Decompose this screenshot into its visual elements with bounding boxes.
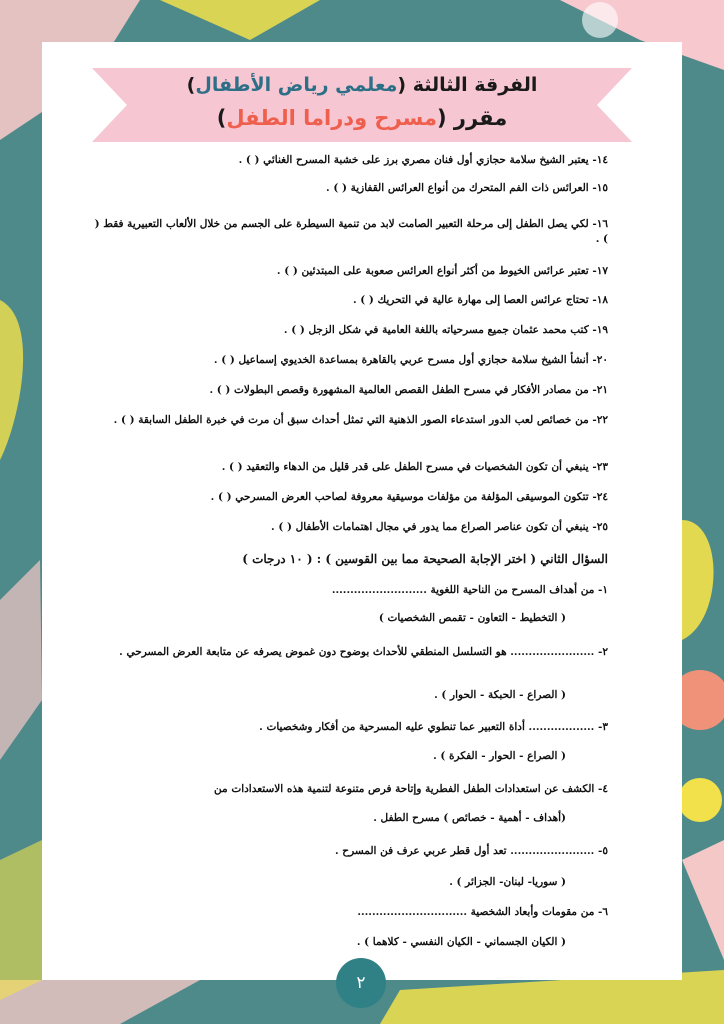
tf-question: ٢٣- ينبغي أن تكون الشخصيات في مسرح الطفل على قدر قليل من الدهاء والتعقيد ( ) . — [221, 461, 608, 473]
mc-question: ٦- من مقومات وأبعاد الشخصية .............................. — [357, 906, 608, 918]
mc-options: ( سوريا- لبنان- الجزائر ) . — [449, 876, 566, 888]
section-two-title: السؤال الثاني ( اختر الإجابة الصحيحة مما بين القوسين ) : ( ١٠ درجات ) — [242, 552, 608, 566]
mc-question: ٢- ....................... هو التسلسل المنطقي للأحداث بوضوح دون غموض يصرفه عن متابعة العرض المسرحي . — [119, 646, 608, 658]
tf-question: ١٦- لكي يصل الطفل إلى مرحلة التعبير الصامت لابد من تنمية السيطرة على الجسم من خلال الألعاب التعبيرية فقط ( ) . — [94, 218, 608, 245]
mc-question: ٥- ....................... تعد أول قطر عربي عرف فن المسرح . — [335, 845, 608, 857]
mc-question: ١- من أهداف المسرح من الناحية اللغوية .......................... — [331, 584, 608, 596]
mc-options: ( الكيان الجسماني - الكيان النفسي - كلاهما ) . — [356, 936, 566, 948]
mc-options: ( التخطيط - التعاون - تقمص الشخصيات ) — [378, 612, 566, 624]
tf-question: ١٧- تعتبر عرائس الخيوط من أكثر أنواع العرائس صعوبة على المبتدئين ( ) . — [276, 265, 608, 277]
tf-question: ١٩- كتب محمد عثمان جميع مسرحياته باللغة العامية في شكل الزجل ( ) . — [283, 324, 608, 336]
course-name-title: مقرر (مسرح ودراما الطفل) — [216, 106, 508, 130]
tf-question: ٢٤- تتكون الموسيقى المؤلفة من مؤلفات موسيقية معروفة لصاحب العرض المسرحي ( ) . — [210, 491, 608, 503]
page-number-badge: ٢ — [336, 958, 386, 1008]
tf-question: ١٤- يعتبر الشيخ سلامة حجازي أول فنان مصري برز على خشبة المسرح الغنائي ( ) . — [238, 154, 608, 166]
header-banner — [92, 68, 632, 142]
mc-options: (أهداف - أهمية - خصائص ) مسرح الطفل . — [373, 812, 566, 824]
tf-question: ٢٢- من خصائص لعب الدور استدعاء الصور الذهنية التي تمثل أحداث سبق أن مرت في خبرة الطفل السابقة ( ) . — [113, 414, 608, 426]
mc-question: ٤- الكشف عن استعدادات الطفل الفطرية وإتاحة فرص متنوعة لتنمية هذه الاستعدادات من — [214, 783, 608, 795]
course-level-title: الفرقة الثالثة (معلمي رياض الأطفال) — [186, 74, 538, 96]
tf-question: ٢١- من مصادر الأفكار في مسرح الطفل القصص العالمية المشهورة وقصص البطولات ( ) . — [209, 384, 608, 396]
mc-question: ٣- .................. أداة التعبير عما تنطوي عليه المسرحية من أفكار وشخصيات . — [259, 721, 608, 733]
mc-options: ( الصراع - الحبكة - الحوار ) . — [434, 689, 566, 701]
tf-question: ٢٥- ينبغي أن تكون عناصر الصراع مما يدور في مجال اهتمامات الأطفال ( ) . — [271, 521, 608, 533]
tf-question: ١٨- تحتاج عرائس العصا إلى مهارة عالية في التحريك ( ) . — [352, 294, 608, 306]
tf-question: ٢٠- أنشأ الشيخ سلامة حجازي أول مسرح عربي بالقاهرة بمساعدة الخديوي إسماعيل ( ) . — [213, 354, 608, 366]
mc-options: ( الصراع - الحوار - الفكرة ) . — [433, 750, 566, 762]
tf-question: ١٥- العرائس ذات الفم المتحرك من أنواع العرائس القفازية ( ) . — [326, 182, 608, 194]
